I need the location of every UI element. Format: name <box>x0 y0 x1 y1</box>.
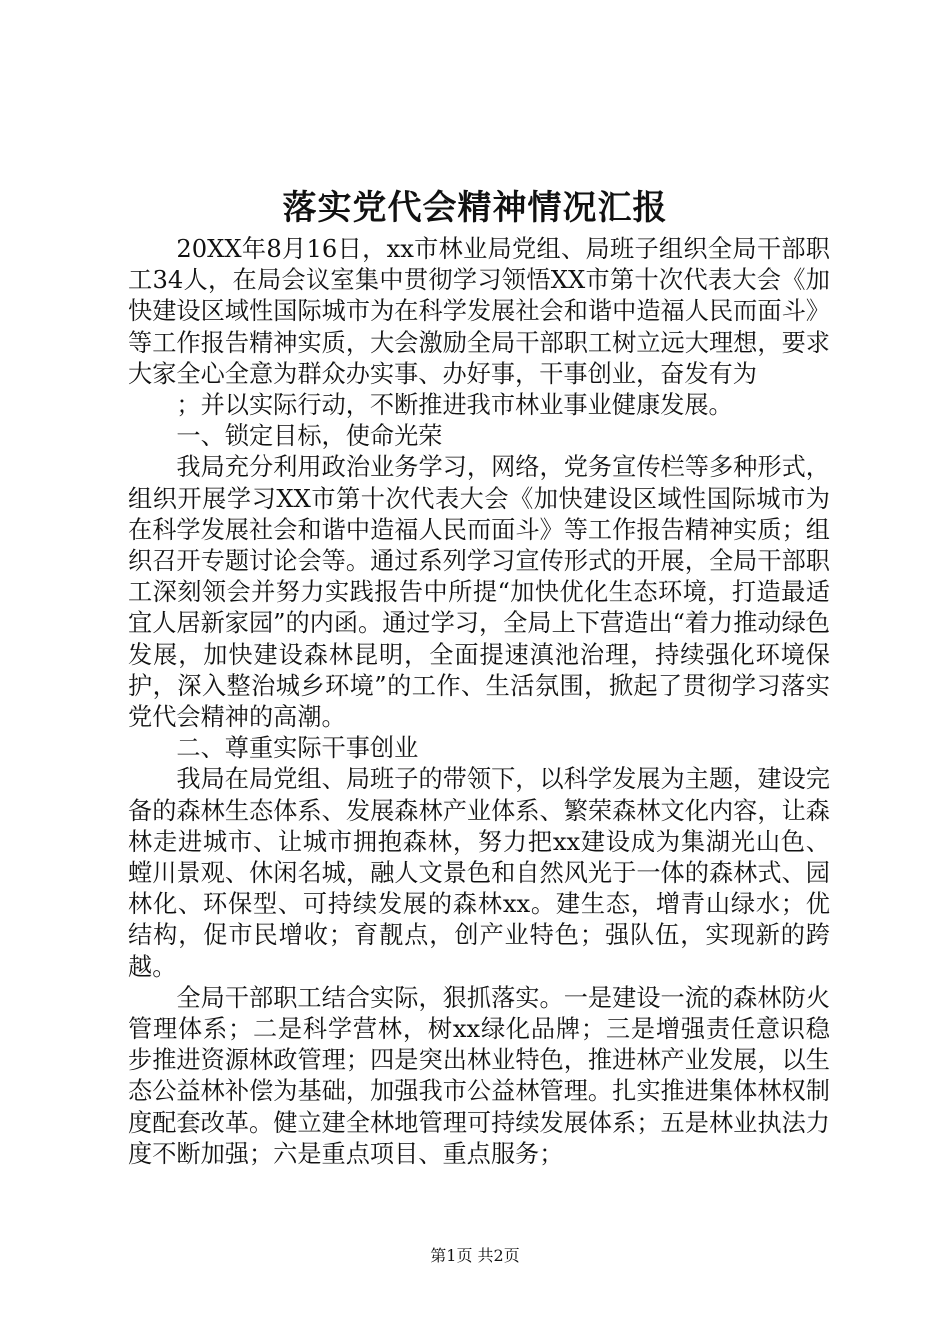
paragraph-section-2-implementation: 全局干部职工结合实际，狠抓落实。一是建设一流的森林防火管理体系；二是科学营林，树xx绿化品牌；三是增强责任意识稳步推进资源林政管理；四是突出林业特色，推进林产业发展，以生态公益林补偿为基础，加强我市公益林管理。扎实推进集体林权制度配套改革。健立建全林地管理可持续发展体系；五是林业执法力度不断加强；六是重点项目、重点服务； <box>128 983 830 1168</box>
section-heading-2: 二、尊重实际干事创业 <box>176 734 419 763</box>
paragraph-intro: 20XX年8月16日，xx市林业局党组、局班子组织全局干部职工34人，在局会议室集中贯彻学习领悟XX市第十次代表大会《加快建设区域性国际城市为在科学发展社会和谐中造福人民而面斗》等工作报告精神实质，大会激励全局干部职工树立远大理想，要求大家全心全意为群众办实事、办好事，干事创业，奋发有为 <box>128 235 830 388</box>
page-number-footer: 第1页 共2页 <box>430 1246 520 1265</box>
paragraph-section-1: 我局充分利用政治业务学习，网络，党务宣传栏等多种形式，组织开展学习XX市第十次代表大会《加快建设区域性国际城市为在科学发展社会和谐中造福人民而面斗》等工作报告精神实质；组织召开专题讨论会等。通过系列学习宣传形式的开展，全局干部职工深刻领会并努力实践报告中所提“加快优化生态环境，打造最适宜人居新家园”的内函。通过学习，全局上下营造出“着力推动绿色发展，加快建设森林昆明，全面提速滇池治理，持续强化环境保护，深入整治城乡环境”的工作、生活氛围，掀起了贯彻学习落实党代会精神的高潮。 <box>128 453 830 732</box>
document-body <box>128 234 830 1170</box>
document-title: 落实党代会精神情况汇报 <box>282 188 668 228</box>
section-heading-1: 一、锁定目标，使命光荣 <box>176 422 443 451</box>
paragraph-section-2: 我局在局党组、局班子的带领下，以科学发展为主题，建设完备的森林生态体系、发展森林产业体系、繁荣森林文化内容，让森林走进城市、让城市拥抱森林，努力把xx建设成为集湖光山色、螳川景观、休闲名城，融人文景色和自然风光于一体的森林式、园林化、环保型、可持续发展的森林xx。建生态，增青山绿水；优结构，促市民增收；育靓点，创产业特色；强队伍，实现新的跨越。 <box>128 765 830 981</box>
paragraph-intro-continued: ；并以实际行动，不断推进我市林业事业健康发展。 <box>176 391 733 420</box>
